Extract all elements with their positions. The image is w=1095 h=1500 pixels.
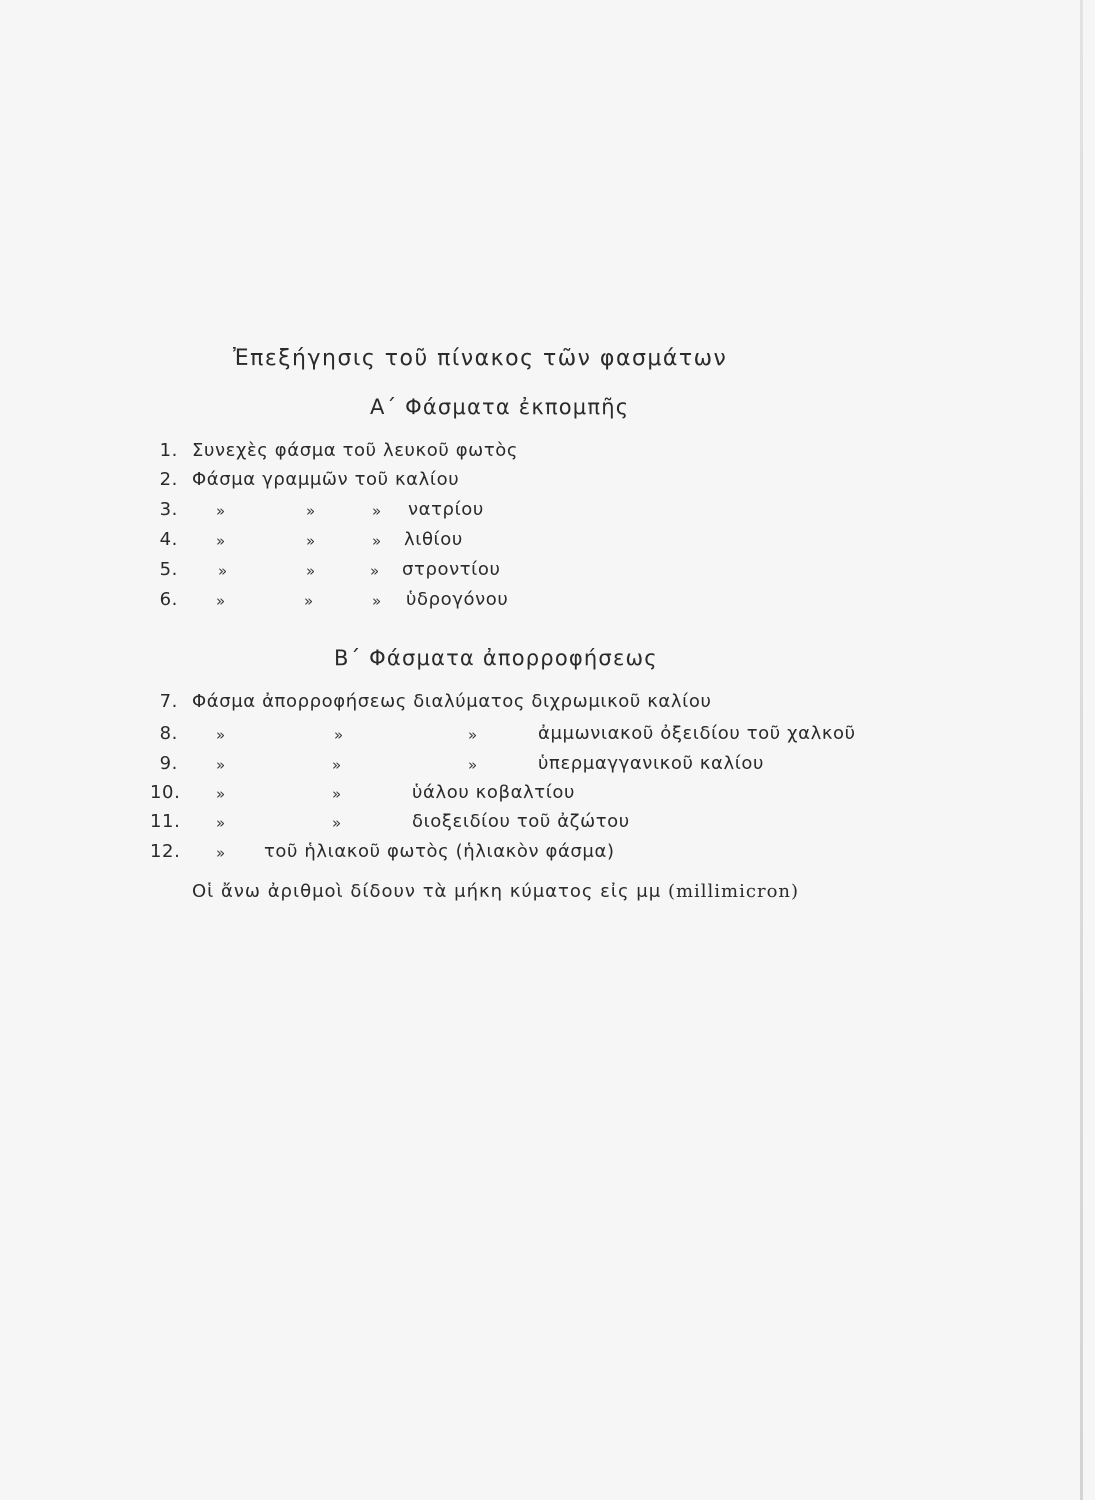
ditto-mark: » xyxy=(216,502,226,520)
item-text: ἀμμωνιακοῦ ὀξειδίου τοῦ χαλκοῦ xyxy=(538,723,856,744)
ditto-mark: » xyxy=(304,592,314,610)
ditto-mark: » xyxy=(332,785,342,803)
ditto-mark: » xyxy=(306,562,316,580)
ditto-mark: » xyxy=(332,756,342,774)
ditto-mark: » xyxy=(216,785,226,803)
item-number: 12. xyxy=(150,841,181,862)
footer-note xyxy=(192,881,799,902)
item-text: τοῦ ἡλιακοῦ φωτὸς (ἡλιακὸν φάσμα) xyxy=(264,841,615,862)
ditto-mark: » xyxy=(216,756,226,774)
footer-text: Οἱ ἄνω ἀριθμοὶ δίδουν τὰ μήκη κύματος εἰς μμ xyxy=(192,881,662,902)
list-item xyxy=(150,469,750,497)
section-a-heading: Α΄ Φάσματα ἐκπομπῆς xyxy=(370,395,630,419)
item-text: διοξειδίου τοῦ ἀζώτου xyxy=(412,811,630,832)
list-item xyxy=(150,529,750,557)
item-number: 10. xyxy=(150,782,181,803)
list-item xyxy=(150,841,910,869)
item-text: ὑάλου κοβαλτίου xyxy=(412,782,576,803)
page-title: Ἐπεξήγησις τοῦ πίνακος τῶν φασμάτων xyxy=(233,346,728,371)
item-number: 6. xyxy=(159,589,178,610)
item-text: στροντίου xyxy=(402,559,501,580)
item-number: 8. xyxy=(159,723,178,744)
section-b-heading: Β΄ Φάσματα ἀπορροφήσεως xyxy=(334,646,658,670)
ditto-mark: » xyxy=(216,592,226,610)
list-item xyxy=(150,499,750,527)
item-number: 2. xyxy=(159,469,178,490)
item-text: Συνεχὲς φάσμα τοῦ λευκοῦ φωτὸς xyxy=(192,440,519,461)
list-item xyxy=(150,811,910,839)
ditto-mark: » xyxy=(216,532,226,550)
list-item xyxy=(150,753,910,781)
list-item xyxy=(150,782,910,810)
item-text: ὑδρογόνου xyxy=(406,589,509,610)
item-text: ὑπερμαγγανικοῦ καλίου xyxy=(538,753,765,774)
page-edge xyxy=(1080,0,1083,1500)
list-item xyxy=(150,559,750,587)
ditto-mark: » xyxy=(372,502,382,520)
ditto-mark: » xyxy=(332,814,342,832)
item-text: Φάσμα ἀπορροφήσεως διαλύματος διχρωμικοῦ καλίου xyxy=(192,691,712,712)
ditto-mark: » xyxy=(216,726,226,744)
list-item xyxy=(150,691,910,719)
ditto-mark: » xyxy=(468,726,478,744)
list-item xyxy=(150,440,750,468)
ditto-mark: » xyxy=(216,814,226,832)
ditto-mark: » xyxy=(306,502,316,520)
ditto-mark: » xyxy=(216,844,226,862)
item-text: νατρίου xyxy=(408,499,484,520)
item-number: 1. xyxy=(159,440,178,461)
ditto-mark: » xyxy=(372,592,382,610)
footer-unit: (millimicron) xyxy=(667,881,800,902)
ditto-mark: » xyxy=(334,726,344,744)
item-number: 11. xyxy=(150,811,181,832)
ditto-mark: » xyxy=(468,756,478,774)
ditto-mark: » xyxy=(370,562,380,580)
list-item xyxy=(150,723,910,751)
item-text: λιθίου xyxy=(404,529,463,550)
item-number: 9. xyxy=(159,753,178,774)
item-number: 4. xyxy=(159,529,178,550)
ditto-mark: » xyxy=(372,532,382,550)
ditto-mark: » xyxy=(218,562,228,580)
item-text: Φάσμα γραμμῶν τοῦ καλίου xyxy=(192,469,460,490)
item-number: 3. xyxy=(159,499,178,520)
item-number: 5. xyxy=(159,559,178,580)
list-item xyxy=(150,589,750,617)
ditto-mark: » xyxy=(306,532,316,550)
item-number: 7. xyxy=(159,691,178,712)
